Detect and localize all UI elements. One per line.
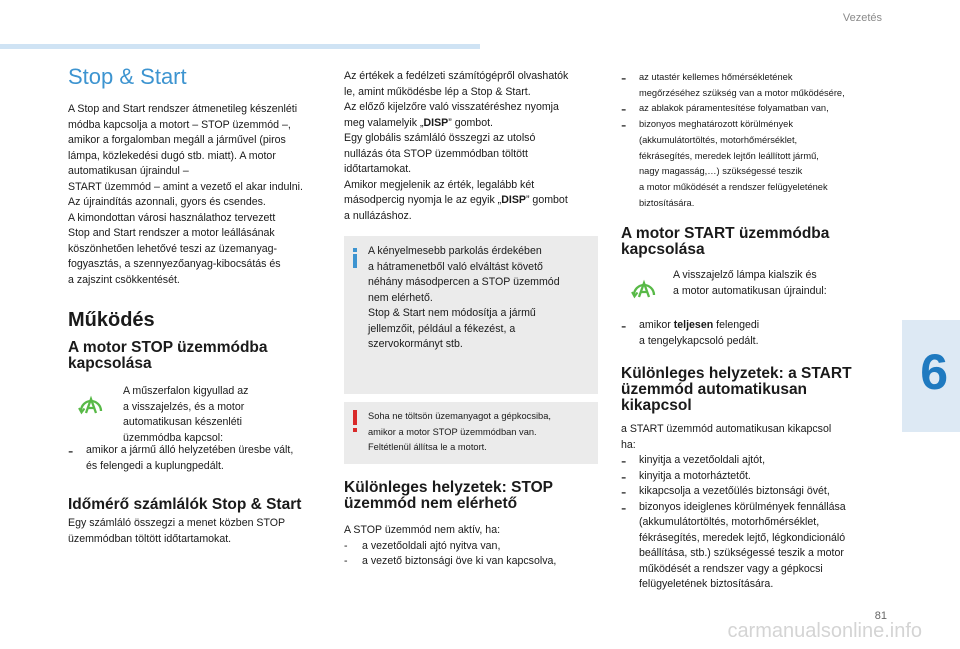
text-line: időtartamokat. <box>344 163 412 175</box>
text-line <box>639 318 901 334</box>
text-line: A visszajelző lámpa kialszik és <box>673 269 817 281</box>
disp-button-label: DISP <box>501 194 526 206</box>
text-line: nagy magasság,…) szükségessé teszik <box>639 166 803 177</box>
text-line: A kényelmesebb parkolás érdekében <box>368 245 542 257</box>
intro-line: Stop and Start rendszer a motor leállásának <box>68 227 275 239</box>
special-start-list <box>621 422 887 593</box>
text-line: nullázás óta STOP üzemmódban töltött <box>344 147 528 160</box>
text-line: a motor automatikusan újraindul: <box>673 284 827 297</box>
list-item: - a vezető biztonsági öve ki van kapcsolva, <box>344 554 606 570</box>
text-line: - kinyitja a motorháztetőt. <box>639 469 751 482</box>
warning-box <box>344 402 598 464</box>
text-fragment: felengedi <box>713 319 760 331</box>
text-line: Amikor megjelenik az érték, legalább két <box>344 178 535 191</box>
info-box-text <box>368 244 594 353</box>
text-line: a hátramenetből való elváltást követő <box>368 260 543 273</box>
text-line: a visszajelzés, és a motor <box>123 400 245 413</box>
text-line: és felengedi a kuplungpedált. <box>86 459 224 472</box>
heading-stop-mode <box>68 340 268 372</box>
heading-line: üzemmód automatikusan <box>621 381 808 398</box>
heading-line: kikapcsol <box>621 397 692 414</box>
column-1 <box>68 64 338 288</box>
heading-mukodes: Működés <box>68 309 155 331</box>
special-stop-list <box>344 523 606 570</box>
text-line: a nullázáshoz. <box>344 209 412 222</box>
text-line: A műszerfalon kigyullad az <box>123 385 249 397</box>
intro-line: módba kapcsolja a motort – STOP üzemmód –, <box>68 118 291 131</box>
intro-line: amikor a forgalomban megáll a járművel (piros <box>68 134 286 146</box>
text-line: ha: <box>621 438 636 451</box>
heading-line: Különleges helyzetek: a START <box>621 365 852 382</box>
header-accent-bar <box>0 44 480 49</box>
text-fragment: amikor <box>639 319 674 331</box>
text-line <box>344 193 606 209</box>
heading-timer: Időmérő számlálók Stop & Start <box>68 496 302 513</box>
text-line: megőrzéséhez szükség van a motor működésére, <box>639 87 845 98</box>
text-line: felügyeletének biztosítására. <box>639 578 774 590</box>
text-line: néhány másodpercen a STOP üzemmód <box>368 276 560 288</box>
text-line: amikor a motor STOP üzemmódban van. <box>368 426 537 437</box>
text-line: a START üzemmód automatikusan kikapcsol <box>621 423 832 435</box>
intro-line: Az újraindítás azonnali, gyors és csendes. <box>68 196 266 208</box>
text-fragment: ” gombot. <box>448 116 493 129</box>
text-fragment: meg valamelyik „ <box>344 116 424 129</box>
text-line: nem elérhető. <box>368 291 433 304</box>
intro-line: A kimondottan városi használathoz tervezett <box>68 211 276 224</box>
chapter-number: 6 <box>920 344 948 400</box>
text-line: A STOP üzemmód nem aktív, ha: <box>344 524 501 536</box>
start-icon-text <box>673 268 883 299</box>
text-line: - bizonyos meghatározott körülmények <box>639 119 793 130</box>
text-line: Az előző kijelzőre való visszatéréshez nyomja <box>344 101 559 113</box>
heading-line: A motor STOP üzemmódba <box>68 339 268 356</box>
stop-icon-text <box>123 384 313 446</box>
info-icon <box>352 248 358 268</box>
list-item <box>621 453 887 469</box>
list-item <box>621 484 887 500</box>
text-line: működését a rendszer vagy a gépkocsi <box>639 562 823 575</box>
heading-line: A motor START üzemmódba <box>621 225 830 242</box>
text-line: Soha ne töltsön üzemanyagot a gépkocsiba, <box>368 411 551 421</box>
heading-line: kapcsolása <box>621 241 705 258</box>
text-line: - kikapcsolja a vezetőülés biztonsági övét, <box>639 485 830 497</box>
text-line: Egy globális számláló összegzi az utolsó <box>344 132 536 144</box>
section-label: Vezetés <box>842 12 882 24</box>
info-box <box>344 236 598 394</box>
text-line: üzemmódban töltött időtartamokat. <box>68 532 232 545</box>
heading-special-start <box>621 366 852 414</box>
stop-start-indicator-icon <box>77 392 105 418</box>
intro-line: START üzemmód – amint a vezető el akar indulni. <box>68 180 303 193</box>
text-line: biztosítására. <box>639 197 695 208</box>
text-line: szervokormányt stb. <box>368 338 463 350</box>
text-line: Feltétlenül állítsa le a motort. <box>368 442 487 453</box>
list-item <box>621 469 887 485</box>
page-title: Stop & Start <box>68 64 187 89</box>
text-line: Stop & Start nem módosítja a jármű <box>368 307 536 319</box>
list-item <box>621 101 887 117</box>
heading-start-mode <box>621 226 829 258</box>
text-line: üzemmódba kapcsol: <box>123 431 224 444</box>
text-line: a motor működését a rendszer felügyeletének <box>639 181 828 192</box>
intro-line: automatikusan újraindul – <box>68 165 189 177</box>
list-item: - a vezetőoldali ajtó nyitva van, <box>344 539 606 555</box>
text-line: - kinyitja a vezetőoldali ajtót, <box>639 454 766 466</box>
column-2-text <box>344 69 606 224</box>
list-item <box>621 70 887 101</box>
heading-line: Különleges helyzetek: STOP <box>344 479 554 496</box>
warning-icon <box>353 410 358 434</box>
text-line: jellemzőit, például a fékezést, a <box>368 322 516 335</box>
stop-condition-item <box>68 443 348 474</box>
text-line: le, amint működésbe lép a Stop & Start. <box>344 85 531 98</box>
text-line: (akkumulátortöltés, motorhőmérséklet, <box>639 134 798 145</box>
text-line: - amikor a jármű álló helyzetében üresbe vált, <box>86 444 294 456</box>
text-fragment: ” gombot <box>525 194 568 206</box>
text-line: beállítása, stb.) szükségessé teszik a motor <box>639 547 844 559</box>
page-number: 81 <box>874 610 887 622</box>
intro-paragraph <box>68 102 338 288</box>
intro-line: köszönhetően lehetővé teszi az üzemanyag- <box>68 242 278 255</box>
text-line: - az utastér kellemes hőmérsékletének <box>639 72 793 82</box>
watermark: carmanualsonline.info <box>727 620 922 642</box>
heading-special-stop <box>344 480 553 512</box>
start-condition-item <box>621 318 901 349</box>
text-line: Az értékek a fedélzeti számítógépről olvashatók <box>344 70 569 82</box>
stop-start-indicator-icon <box>630 276 658 302</box>
intro-line: a zajszint csökkentését. <box>68 273 180 286</box>
heading-line: kapcsolása <box>68 355 152 372</box>
conditions-list <box>621 70 887 211</box>
text-line: fékrásegítés, meredek lejtő, légkondicionáló <box>639 531 846 544</box>
list-item <box>621 500 887 593</box>
intro-line: A Stop and Start rendszer átmenetileg készenléti <box>68 103 298 115</box>
text-line: a tengelykapcsoló pedált. <box>639 334 759 347</box>
text-line: - az ablakok páramentesítése folyamatban van, <box>639 103 829 114</box>
text-line: - bizonyos ideiglenes körülmények fennállása <box>639 500 846 513</box>
heading-line: üzemmód nem elérhető <box>344 495 518 512</box>
text-fragment: teljesen <box>673 319 714 331</box>
timer-text <box>68 516 338 547</box>
text-line: Egy számláló összegzi a menet közben STOP <box>68 517 286 529</box>
text-line: automatikusan készenléti <box>123 416 242 428</box>
text-fragment: másodpercig nyomja le az egyik „ <box>344 194 502 206</box>
intro-line: fogyasztás, a szennyezőanyag-kibocsátás és <box>68 258 281 270</box>
text-line: (akkumulátortöltés, motorhőmérséklet, <box>639 516 820 528</box>
disp-button-label: DISP <box>423 116 449 129</box>
text-line: fékrásegítés, meredek lejtőn leállított jármű, <box>639 150 819 161</box>
intro-line: lámpa, közlekedési dugó stb. miatt). A motor <box>68 149 276 162</box>
text-line <box>344 116 606 132</box>
list-item <box>621 117 887 211</box>
warning-box-text <box>368 409 596 456</box>
